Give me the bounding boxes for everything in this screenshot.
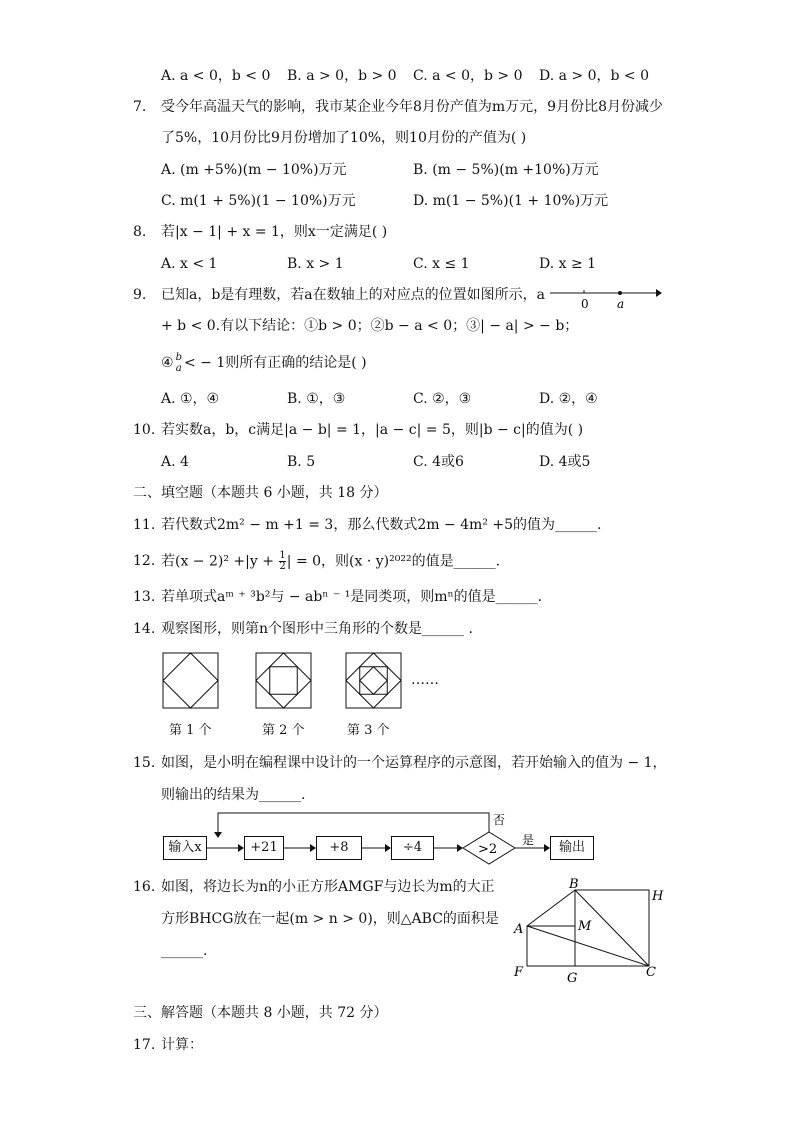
q17-stem: 计算： bbox=[161, 1037, 203, 1053]
figure-2 bbox=[256, 653, 311, 708]
input-box: 输入x bbox=[163, 836, 207, 860]
q7-stem-line2: 了5%，10月份比9月份增加了10%，则10月份的产值为( ) bbox=[161, 130, 527, 146]
q15-number: 15. bbox=[133, 755, 156, 771]
q13-number: 13. bbox=[133, 589, 156, 605]
q13-stem: 若单项式aᵐ ⁺ ³b²与 − abⁿ ⁻ ¹是同类项，则mⁿ的值是______. bbox=[161, 589, 543, 605]
q10-option-b: B. 5 bbox=[287, 454, 316, 470]
output-box: 输出 bbox=[550, 836, 594, 860]
q6-option-d: D. a > 0，b < 0 bbox=[539, 68, 650, 84]
q8-option-b: B. x > 1 bbox=[287, 256, 344, 272]
q15-stem-line1: 如图，是小明在编程课中设计的一个运算程序的示意图，若开始输入的值为 − 1， bbox=[161, 755, 667, 771]
q7-number: 7. bbox=[133, 99, 147, 115]
section-2-heading: 二、填空题（本题共 6 小题，共 18 分） bbox=[133, 485, 388, 501]
q9-option-a: A. ①，④ bbox=[161, 391, 220, 407]
circled-4: ④ bbox=[161, 355, 174, 371]
label-G: G bbox=[567, 971, 578, 986]
q16-stem-line1: 如图，将边长为n的小正方形AMGF与边长为m的大正 bbox=[161, 879, 495, 895]
figure-3-caption: 第 3 个 bbox=[347, 723, 390, 738]
q8-option-a: A. x < 1 bbox=[161, 256, 218, 272]
point-a bbox=[618, 291, 622, 295]
q10-option-d: D. 4或5 bbox=[539, 454, 591, 470]
q9-option-b: B. ①，③ bbox=[287, 391, 346, 407]
q15-stem-line2: 则输出的结果为______. bbox=[161, 787, 306, 803]
q6-option-c: C. a < 0，b > 0 bbox=[413, 68, 523, 84]
q8-stem: 若|x − 1| + x = 1，则x一定满足( ) bbox=[161, 224, 388, 240]
figure-1-caption: 第 1 个 bbox=[169, 723, 212, 738]
label-A: A bbox=[514, 922, 524, 937]
q9-option-c: C. ②，③ bbox=[413, 391, 472, 407]
q11-stem: 若代数式2m² − m +1 = 3，那么代数式2m − 4m² +5的值为______. bbox=[161, 517, 602, 533]
figure-1 bbox=[163, 653, 218, 708]
zero-label: 0 bbox=[581, 297, 589, 311]
q9-stem-line3-tail: < − 1则所有正确的结论是( ) bbox=[183, 355, 367, 371]
number-line-arrow bbox=[656, 289, 662, 297]
q9-number: 9. bbox=[133, 287, 147, 303]
q12-number: 12. bbox=[133, 553, 156, 569]
q14-ellipsis: …… bbox=[411, 672, 439, 688]
number-line-diagram bbox=[548, 283, 663, 311]
fraction-one-half: $\frac{1}{2}$ bbox=[279, 550, 286, 572]
label-H: H bbox=[652, 889, 664, 904]
q16-geometry-figure bbox=[508, 878, 668, 988]
label-B: B bbox=[569, 878, 579, 892]
decision-label: >2 bbox=[478, 842, 498, 857]
q10-option-c: C. 4或6 bbox=[413, 454, 464, 470]
q16-stem-line3: ______. bbox=[161, 943, 208, 959]
label-F: F bbox=[514, 965, 524, 980]
q14-figures bbox=[160, 650, 440, 712]
q8-number: 8. bbox=[133, 224, 147, 240]
q6-option-b: B. a > 0，b > 0 bbox=[287, 68, 397, 84]
label-M: M bbox=[578, 919, 592, 934]
plus-8-box: +8 bbox=[316, 836, 362, 860]
q9-stem-line3 bbox=[161, 352, 367, 374]
q14-number: 14. bbox=[133, 621, 156, 637]
figure-3 bbox=[346, 653, 401, 708]
divide-4-box: ÷4 bbox=[391, 836, 434, 860]
q7-option-d: D. m(1 − 5%)(1 + 10%)万元 bbox=[413, 193, 609, 209]
q10-stem: 若实数a，b，c满足|a − b| = 1，|a − c| = 5，则|b − c|的值为( ) bbox=[161, 422, 584, 438]
q6-option-a: A. a < 0，b < 0 bbox=[161, 68, 271, 84]
q11-number: 11. bbox=[133, 517, 156, 533]
figure-2-caption: 第 2 个 bbox=[262, 723, 305, 738]
q7-option-c: C. m(1 + 5%)(1 − 10%)万元 bbox=[161, 193, 356, 209]
q10-option-a: A. 4 bbox=[161, 454, 189, 470]
section-3-heading: 三、解答题（本题共 8 小题，共 72 分） bbox=[133, 1005, 388, 1021]
q17-number: 17. bbox=[133, 1037, 156, 1053]
q8-option-d: D. x ≥ 1 bbox=[539, 256, 597, 272]
q10-number: 10. bbox=[133, 422, 156, 438]
q9-stem-line2: + b < 0.有以下结论：①b > 0；②b − a < 0；③| − a| > − b； bbox=[161, 318, 579, 334]
q12-stem: 若(x − 2)² +|y + $\frac{1}{2}$ | = 0，则(x · y)²⁰²²的值是______. bbox=[161, 550, 501, 572]
label-C: C bbox=[646, 965, 656, 980]
q16-stem-line2: 方形BHCG放在一起(m > n > 0)，则△ABC的面积是 bbox=[161, 911, 499, 927]
q9-option-d: D. ②，④ bbox=[539, 391, 598, 407]
q7-option-b: B. (m − 5%)(m +10%)万元 bbox=[413, 162, 599, 178]
q16-number: 16. bbox=[133, 879, 156, 895]
fraction-b-over-a: b a bbox=[175, 352, 182, 374]
no-label: 否 bbox=[493, 813, 506, 827]
q7-stem-line1: 受今年高温天气的影响，我市某企业今年8月份产值为m万元，9月份比8月份减少 bbox=[161, 99, 663, 115]
q8-option-c: C. x ≤ 1 bbox=[413, 256, 470, 272]
plus-21-box: +21 bbox=[244, 836, 284, 860]
q7-option-a: A. (m +5%)(m − 10%)万元 bbox=[161, 162, 347, 178]
a-label: a bbox=[617, 297, 625, 311]
yes-label: 是 bbox=[522, 833, 535, 847]
q9-stem-line1: 已知a，b是有理数，若a在数轴上的对应点的位置如图所示，a bbox=[161, 287, 546, 303]
q14-stem: 观察图形，则第n个图形中三角形的个数是______ . bbox=[161, 621, 473, 637]
q15-flowchart bbox=[160, 808, 600, 870]
